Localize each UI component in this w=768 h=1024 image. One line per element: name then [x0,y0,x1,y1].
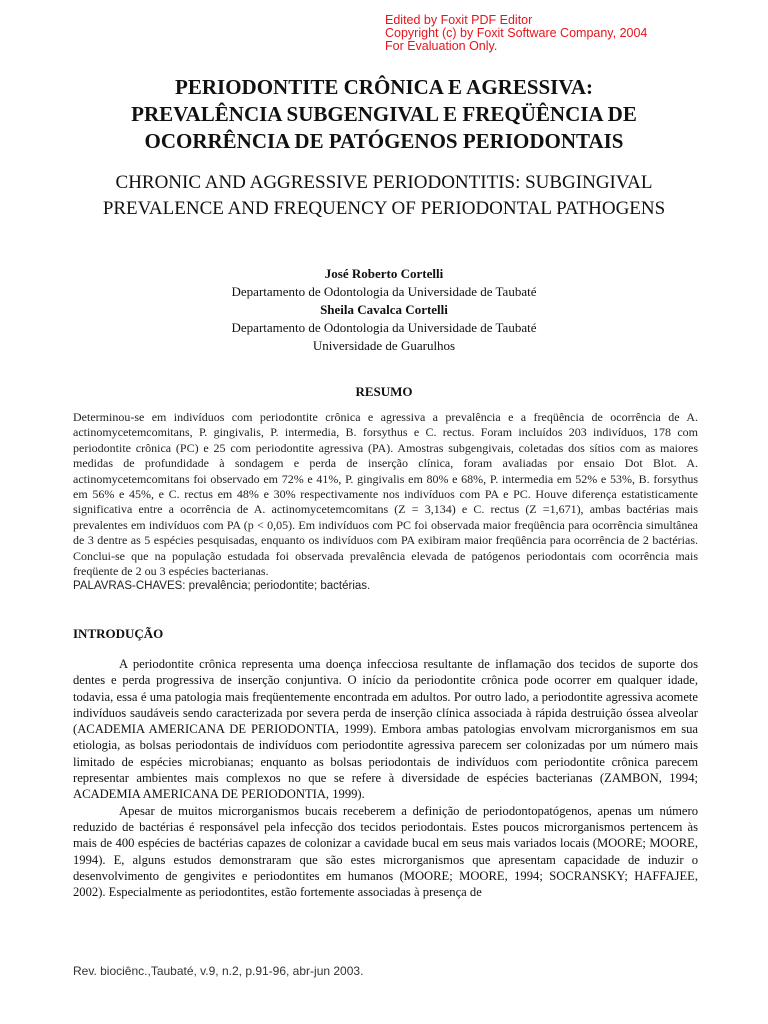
keywords: PALAVRAS-CHAVES: prevalência; periodontite; bactérias. [73,580,371,593]
watermark-line-3: For Evaluation Only. [385,39,498,53]
resumo-heading: RESUMO [355,384,413,399]
watermark-line-2: Copyright (c) by Foxit Software Company, 2004 [385,26,648,40]
title-pt-line-3: OCORRÊNCIA DE PATÓGENOS PERIODONTAIS [144,129,624,153]
author-affiliation-2a: Departamento de Odontologia da Universidade de Taubaté [231,320,537,335]
title-pt-line-2: PREVALÊNCIA SUBGENGIVAL E FREQÜÊNCIA DE [131,102,637,126]
title-en-line-2: PREVALENCE AND FREQUENCY OF PERIODONTAL PATHOGENS [102,198,666,219]
author-name-1: José Roberto Cortelli [324,266,444,281]
author-affiliation-1: Departamento de Odontologia da Universidade de Taubaté [231,284,537,299]
author-affiliation-2b: Universidade de Guarulhos [312,338,456,353]
introduction-heading: INTRODUÇÃO [73,626,164,641]
journal-citation-footer: Rev. biociênc.,Taubaté, v.9, n.2, p.91-96, abr-jun 2003. [73,964,364,978]
foxit-watermark [385,14,647,53]
intro-paragraph-1: A periodontite crônica representa uma doença infecciosa resultante de inflamação dos tecidos de suporte dos dentes e perda progressiva de inserção conjuntiva. O início da periodontite crônica pode ocorrer em qualquer idade, todavia, essa é uma patologia mais freqüentemente encontrada em adultos. Por outro lado, a periodontite agressiva acomete indivíduos saudáveis sendo caracterizada por severa perda de inserção clínica associada à rápida destruição óssea alveolar (ACADEMIA AMERICANA DE PERIODONTIA, 1999). Embora ambas patologias envolvam microrganismos em sua etiologia, as bolsas periodontais de indivíduos com periodontite agressiva parecem ser colonizadas por um número mais limitado de espécies microbianas; enquanto as bolsas periodontais de indivíduos com periodontite crônica parecem representar ambientes mais complexos no que se refere à diversidade de espécies bacterianas (ZAMBON, 1994; ACADEMIA AMERICANA DE PERIODONTIA, 1999). [73,657,698,802]
author-name-2: Sheila Cavalca Cortelli [320,302,448,317]
introduction-body [73,656,698,900]
title-english [40,170,728,222]
intro-paragraph-2: Apesar de muitos microrganismos bucais receberem a definição de periodontopatógenos, apenas um número reduzido de bactérias é responsável pela infecção dos tecidos periodontais. Estes poucos microrganismos pertencem às mais de 400 espécies de bactérias capazes de colonizar a cavidade bucal em seus mais variados locais (MOORE; MOORE, 1994). E, alguns estudos demonstraram que são estes microrganismos que apresentam capacidade de induzir o desenvolvimento de gengivites e periodontites em humanos (MOORE; MOORE, 1994; SOCRANSKY; HAFFAJEE, 2002). Especialmente as periodontites, estão fortemente associadas à presença de [73,803,698,900]
title-portuguese [40,74,728,155]
title-en-line-1: CHRONIC AND AGGRESSIVE PERIODONTITIS: SUBGINGIVAL [115,172,653,193]
abstract [73,410,698,595]
title-pt-line-1: PERIODONTITE CRÔNICA E AGRESSIVA: [175,75,593,99]
author-block [40,265,728,355]
abstract-text: Determinou-se em indivíduos com periodontite crônica e agressiva a prevalência e a freqüência de ocorrência de A. actinomycetemcomitans, P. gingivalis, P. intermedia, B. forsythus e C. rectus. Foram incluídos 203 indivíduos, 178 com periodontite crônica (PC) e 25 com periodontite agressiva (PA). Amostras subgengivais, coletadas dos sítios com as maiores medidas de profundidade à sondagem e perda de inserção clínica, foram avaliadas por ensaio Dot Blot. A. actinomycetemcomitans foi observado em 72% e 41%, P. gingivalis em 80% e 68%, P. intermedia em 52% e 53%, B. forsythus em 56% e 45%, e C. rectus em 48% e 30% respectivamente nos indivíduos com PA e PC. Houve diferença estatisticamente significativa entre a ocorrência de A. actinomycetemcomitans (Z = 3,134) e C. rectus (Z =1,671), ambas bactérias mais prevalentes em indivíduos com PA (p < 0,05). Em indivíduos com PC foi observada maior freqüência para ocorrência simultânea de 3 dentre as 5 espécies pesquisadas, enquanto os indivíduos com PA exibiram maior freqüência para ocorrência de 2 bactérias. Conclui-se que na população estudada foi observada prevalência elevada de patógenos periodontais com ocorrência mais freqüente de 2 ou 3 espécies bacterianas. [73,410,698,579]
watermark-line-1: Edited by Foxit PDF Editor [385,13,533,27]
